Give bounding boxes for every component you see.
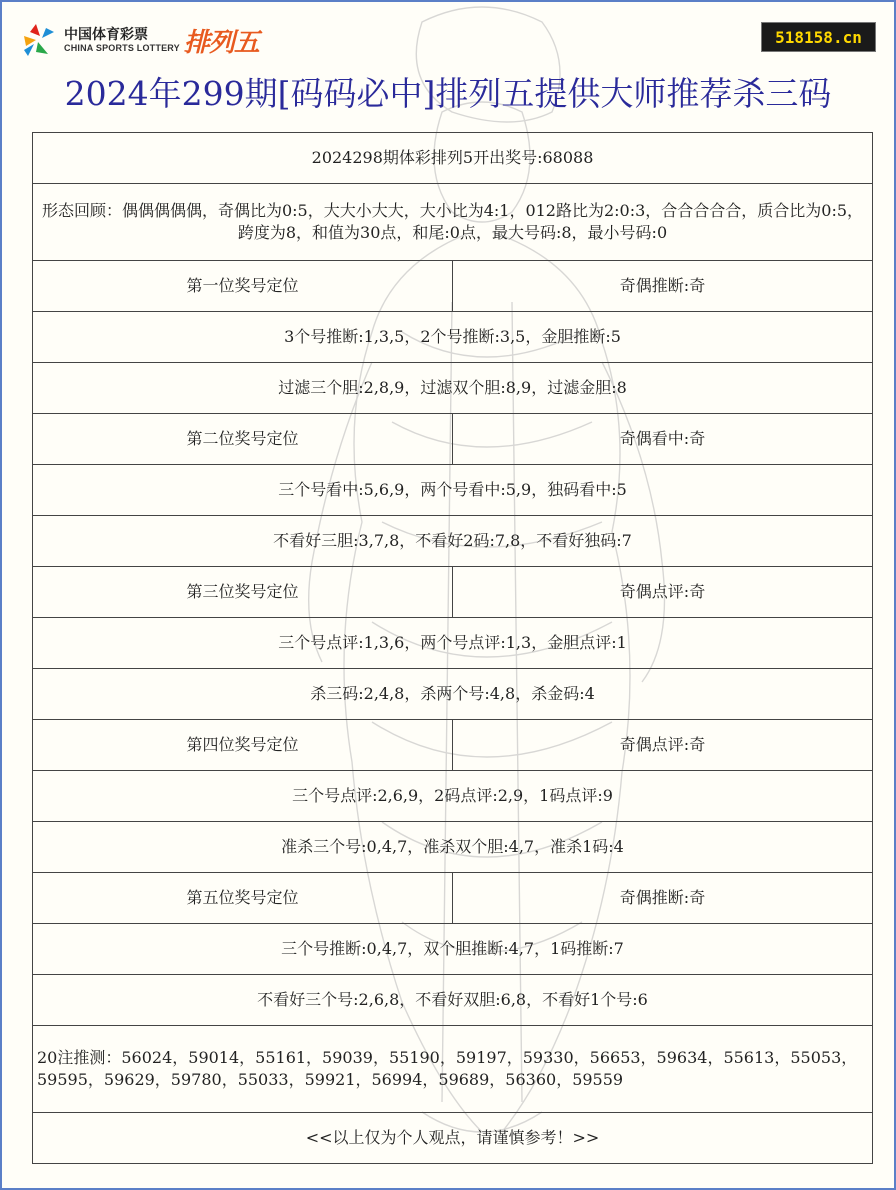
position-1-picks: 3个号推断:1,3,5，2个号推断:3,5，金胆推断:5: [33, 312, 873, 363]
table-row: [33, 924, 873, 975]
position-3-parity: 奇偶点评:奇: [453, 567, 873, 618]
table-row: [33, 184, 873, 261]
position-3-label: 第三位奖号定位: [33, 567, 453, 618]
position-4-parity: 奇偶点评:奇: [453, 720, 873, 771]
table-row: [33, 465, 873, 516]
position-4-filters: 准杀三个号:0,4,7，准杀双个胆:4,7，准杀1码:4: [33, 822, 873, 873]
position-1-parity: 奇偶推断:奇: [453, 261, 873, 312]
table-row: [33, 771, 873, 822]
table-row: [33, 873, 873, 924]
table-row: [33, 567, 873, 618]
previous-draw-result: 2024298期体彩排列5开出奖号:68088: [33, 133, 873, 184]
position-1-label: 第一位奖号定位: [33, 261, 453, 312]
lottery-star-logo-icon: [20, 22, 56, 58]
position-2-picks: 三个号看中:5,6,9，两个号看中:5,9，独码看中:5: [33, 465, 873, 516]
position-1-filters: 过滤三个胆:2,8,9，过滤双个胆:8,9，过滤金胆:8: [33, 363, 873, 414]
position-5-picks: 三个号推断:0,4,7，双个胆推断:4,7，1码推断:7: [33, 924, 873, 975]
position-2-label: 第二位奖号定位: [33, 414, 453, 465]
table-row: [33, 618, 873, 669]
site-badge[interactable]: 518158.cn: [761, 22, 876, 52]
pattern-review: 形态回顾：偶偶偶偶偶，奇偶比为0:5，大大小大大，大小比为4:1，012路比为2:0:3，合合合合合，质合比为0:5，跨度为8，和值为30点，和尾:0点，最大号码:8，最小号码:0: [33, 184, 873, 261]
table-row: [33, 822, 873, 873]
table-row: [33, 133, 873, 184]
footer-disclaimer: <<以上仅为个人观点，请谨慎参考！>>: [33, 1113, 873, 1164]
position-4-label: 第四位奖号定位: [33, 720, 453, 771]
position-3-filters: 杀三码:2,4,8，杀两个号:4,8，杀金码:4: [33, 669, 873, 720]
position-4-picks: 三个号点评:2,6,9，2码点评:2,9，1码点评:9: [33, 771, 873, 822]
position-3-picks: 三个号点评:1,3,6，两个号点评:1,3，金胆点评:1: [33, 618, 873, 669]
position-2-filters: 不看好三胆:3,7,8，不看好2码:7,8，不看好独码:7: [33, 516, 873, 567]
position-5-label: 第五位奖号定位: [33, 873, 453, 924]
table-row: [33, 312, 873, 363]
page-title: 2024年299期[码码必中]排列五提供大师推荐杀三码: [64, 74, 832, 113]
logo-chinese-name: 中国体育彩票: [64, 26, 148, 43]
twenty-picks: 20注推测：56024，59014，55161，59039，55190，59197，59330，56653，59634，55613，55053，59595，59629，59780，55033，59921，56994，59689，56360，59559: [33, 1026, 873, 1113]
table-row: [33, 516, 873, 567]
table-row: [33, 975, 873, 1026]
table-row: [33, 363, 873, 414]
table-row: [33, 261, 873, 312]
table-row: [33, 414, 873, 465]
logo-game-name: 排列五: [183, 27, 259, 58]
table-row: [33, 720, 873, 771]
position-5-parity: 奇偶推断:奇: [453, 873, 873, 924]
position-5-filters: 不看好三个号:2,6,8，不看好双胆:6,8，不看好1个号:6: [33, 975, 873, 1026]
table-row: [33, 1026, 873, 1113]
position-2-parity: 奇偶看中:奇: [453, 414, 873, 465]
table-row: [33, 1113, 873, 1164]
table-row: [33, 669, 873, 720]
logo-english-name: CHINA SPORTS LOTTERY: [64, 42, 180, 53]
china-sports-lottery-logo: [20, 20, 259, 60]
prediction-table: [32, 132, 873, 1164]
